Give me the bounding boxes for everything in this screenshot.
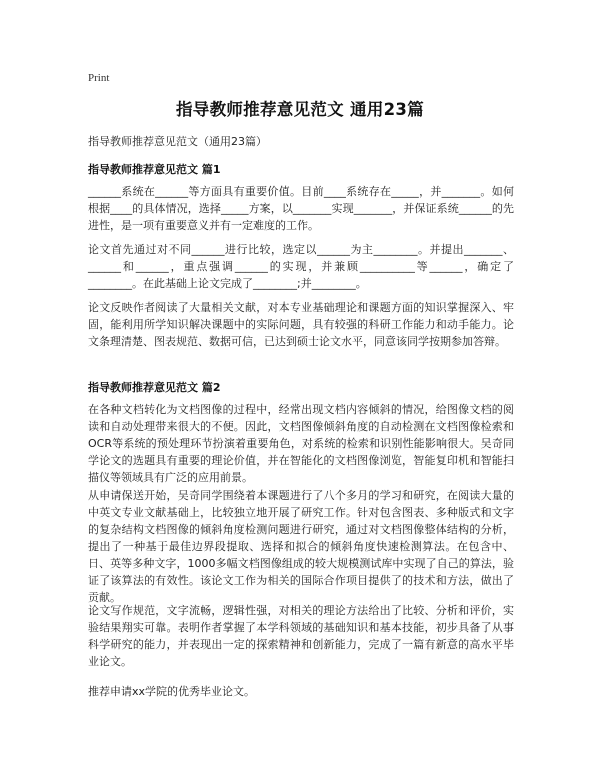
section-heading-2: 指导教师推荐意见范文 篇2 <box>88 381 221 394</box>
section-2-paragraph-1: 在各种文档转化为文档图像的过程中，经常出现文档内容倾斜的情况，给图像文档的阅读和自动处理带来很大的不便。因此，文档图像倾斜角度的自动检测在文档图像检索和OCR等系统的预处理环节扮演着重要角色，对系统的检索和识别性能影响很大。吴奇同学论文的选题具有重要的理论价值，并在智能化的文档图像浏览，智能复印机和智能扫描仪等领域具有广泛的应用前景。 <box>88 403 514 484</box>
section-2-paragraph-3: 论文写作规范，文字流畅，逻辑性强，对相关的理论方法给出了比较、分析和评价，实验结果翔实可靠。表明作者掌握了本学科领域的基础知识和基本技能，初步具备了从事科学研究的能力，并表现出一定的探索精神和创新能力，完成了一篇有新意的高水平毕业论文。 <box>88 604 514 668</box>
page-title: 指导教师推荐意见范文 通用23篇 <box>175 100 424 119</box>
section-2-paragraph-4: 推荐申请xx学院的优秀毕业论文。 <box>88 685 256 698</box>
section-1-paragraph-1: ______系统在______等方面具有重要价值。目前____系统存在_____，并_______。如何根据____的具体情况，选择_____方案，以_______实现_______，并保证系统______的先进性，是一项有重要意义并有一定难度的工作。 <box>88 185 514 232</box>
section-1-paragraph-2: 论文首先通过对不同______进行比较，选定以______为主________。并提出_______、______和______，重点强调______的实现，并兼顾__________等______，确定了________。在此基础上论文完成了________;并________。 <box>88 243 514 290</box>
print-label[interactable]: Print <box>88 72 110 84</box>
section-2-paragraph-2: 从申请保送开始，吴奇同学围绕着本课题进行了八个多月的学习和研究，在阅读大量的中英文专业文献基础上，比较独立地开展了研究工作。针对包含图表、多种版式和文字的复杂结构文档图像的倾斜角度检测问题进行研究，通过对文档图像整体结构的分析，提出了一种基于最佳边界段提取、选择和拟合的倾斜角度快速检测算法。在包含中、日、英等多种文字，1000多幅文档图像组成的较大规模测试库中实现了自己的算法，验证了该算法的有效性。该论文工作为相关的国际合作项目提供了的技术和方法，做出了贡献。 <box>88 489 514 604</box>
section-heading-1: 指导教师推荐意见范文 篇1 <box>88 163 221 176</box>
document-subtitle: 指导教师推荐意见范文（通用23篇） <box>88 135 267 148</box>
section-1-paragraph-3: 论文反映作者阅读了大量相关文献，对本专业基础理论和课题方面的知识掌握深入、牢固，能利用所学知识解决课题中的实际问题，具有较强的科研工作能力和动手能力。论文条理清楚、图表规范、数据可信，已达到硕士论文水平，同意该同学按期参加答辩。 <box>88 301 514 348</box>
